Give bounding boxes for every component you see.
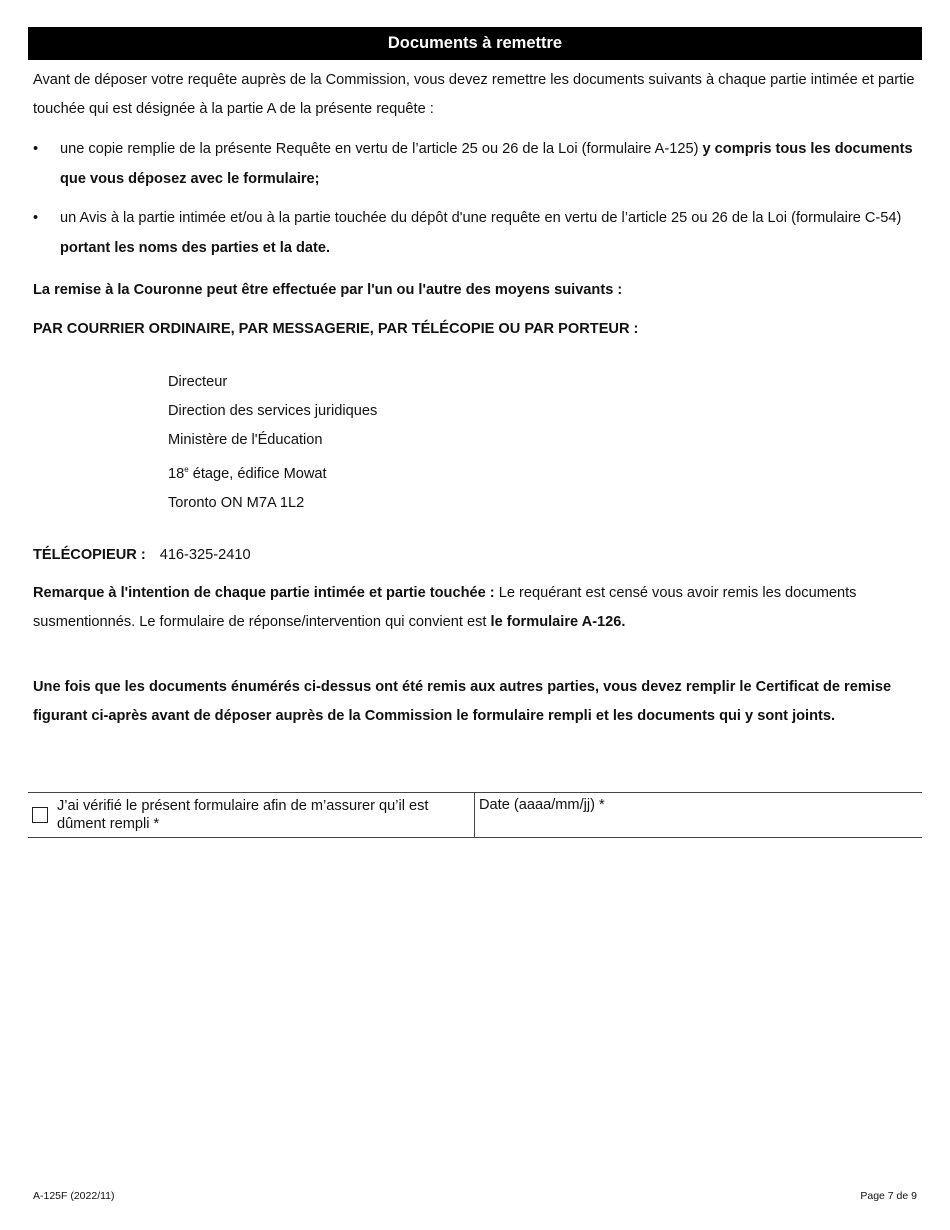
instruction-paragraph: Une fois que les documents énumérés ci-dessus ont été remis aux autres parties, vous devez remplir le Certificat de remise figurant ci-après avant de déposer auprès de la Commission le formulaire rempli et les documents qui y sont joints.: [33, 679, 892, 724]
address-line: Direction des services juridiques: [168, 403, 378, 419]
address-line: Toronto ON M7A 1L2: [168, 495, 305, 511]
bullet-symbol: •: [33, 210, 39, 226]
address-line: Ministère de l'Éducation: [168, 432, 323, 448]
fax-number: 416-325-2410: [159, 547, 251, 563]
form-id: A-125F (2022/11): [33, 1190, 115, 1202]
section-title-text: Documents à remettre: [387, 34, 563, 52]
address-line: Directeur: [168, 374, 228, 390]
verification-checkbox-label: J’ai vérifié le présent formulaire afin de m’assurer qu’il est dûment rempli *: [57, 798, 429, 832]
verification-cell: [28, 793, 475, 837]
verification-checkbox[interactable]: [32, 807, 48, 823]
bullet-text: une copie remplie de la présente Requête en vertu de l’article 25 ou 26 de la Loi (formulaire A-125) y compris tous les documents que vous déposez avec le formulaire;: [60, 141, 913, 187]
note-paragraph: Remarque à l'intention de chaque partie intimée et partie touchée : Le requérant est censé vous avoir remis les documents susmentionnés. Le formulaire de réponse/intervention qui convient est le formulaire A-126.: [33, 585, 857, 630]
intro-paragraph: Avant de déposer votre requête auprès de la Commission, vous devez remettre les documents suivants à chaque partie intimée et partie touchée qui est désignée à la partie A de la présente requête :: [33, 72, 915, 117]
methods-heading: PAR COURRIER ORDINAIRE, PAR MESSAGERIE, PAR TÉLÉCOPIE OU PAR PORTEUR :: [33, 321, 639, 337]
bullet-text: un Avis à la partie intimée et/ou à la partie touchée du dépôt d'une requête en vertu de l’article 25 ou 26 de la Loi (formulaire C-54) portant les noms des parties et la date.: [60, 210, 902, 256]
section-title: [28, 27, 922, 60]
date-field-label: Date (aaaa/mm/jj) *: [479, 797, 605, 813]
verification-table: [28, 792, 922, 838]
crown-service-heading: La remise à la Couronne peut être effectuée par l'un ou l'autre des moyens suivants :: [33, 282, 623, 298]
bullet-symbol: •: [33, 141, 39, 157]
fax-line: [33, 541, 251, 570]
address-line: 18e étage, édifice Mowat: [168, 465, 327, 482]
fax-label: TÉLÉCOPIEUR :: [33, 547, 146, 563]
page-number: Page 7 de 9: [860, 1190, 917, 1202]
date-field[interactable]: [475, 793, 922, 837]
address-block: [168, 368, 377, 518]
